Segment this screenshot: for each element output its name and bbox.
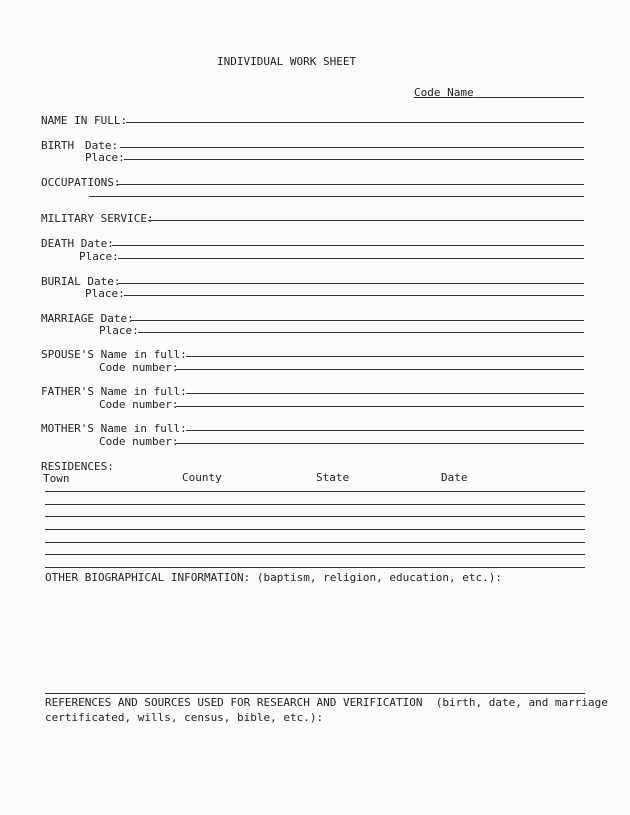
birth-date-field[interactable] <box>120 147 584 148</box>
father-name-field[interactable] <box>186 393 584 394</box>
military-service-label: MILITARY SERVICE: <box>41 212 154 225</box>
birth-date-label: Date: <box>85 139 119 152</box>
marriage-date-label: MARRIAGE Date: <box>41 312 134 325</box>
spouse-name-label: SPOUSE'S Name in full: <box>41 348 187 361</box>
residences-col-date: Date <box>441 471 468 484</box>
residence-row-line[interactable] <box>45 567 585 568</box>
references-divider <box>45 693 585 694</box>
residences-col-county: County <box>182 471 222 484</box>
references-label-line1: REFERENCES AND SOURCES USED FOR RESEARCH AND VERIFICATION (birth, date, and marriage <box>45 696 608 709</box>
father-code-label: Code number: <box>99 398 179 411</box>
code-name-field[interactable] <box>474 97 584 98</box>
father-code-field[interactable] <box>176 406 584 407</box>
death-place-field[interactable] <box>118 258 584 259</box>
occupations-label: OCCUPATIONS: <box>41 176 121 189</box>
residences-col-town: Town <box>43 472 70 485</box>
marriage-date-field[interactable] <box>131 320 584 321</box>
residence-row-line[interactable] <box>45 542 585 543</box>
other-info-label: OTHER BIOGRAPHICAL INFORMATION: (baptism, religion, education, etc.): <box>45 571 502 584</box>
death-date-label: DEATH Date: <box>41 237 114 250</box>
residence-row-line[interactable] <box>45 516 585 517</box>
mother-code-label: Code number: <box>99 435 179 448</box>
death-place-label: Place: <box>79 250 119 263</box>
spouse-name-field[interactable] <box>186 356 584 357</box>
burial-date-field[interactable] <box>118 283 584 284</box>
references-area[interactable] <box>45 730 585 805</box>
name-in-full-field[interactable] <box>126 122 584 123</box>
mother-name-label: MOTHER'S Name in full: <box>41 422 187 435</box>
name-in-full-label: NAME IN FULL: <box>41 114 128 127</box>
mother-code-field[interactable] <box>176 443 584 444</box>
birth-label: BIRTH <box>41 139 75 152</box>
occupations-field-2[interactable] <box>89 196 584 197</box>
residences-col-state: State <box>316 471 350 484</box>
residence-row-line[interactable] <box>45 504 585 505</box>
code-name-label: Code Name <box>414 86 474 99</box>
spouse-code-field[interactable] <box>176 369 584 370</box>
death-date-field[interactable] <box>112 245 584 246</box>
other-info-area[interactable] <box>45 590 585 690</box>
marriage-place-field[interactable] <box>138 332 584 333</box>
residence-row-line[interactable] <box>45 554 585 555</box>
page-title: INDIVIDUAL WORK SHEET <box>217 55 357 68</box>
references-label-line2: certificated, wills, census, bible, etc.): <box>45 711 324 724</box>
military-service-field[interactable] <box>148 220 584 221</box>
birth-place-field[interactable] <box>124 159 584 160</box>
marriage-place-label: Place: <box>99 324 139 337</box>
residence-row-line[interactable] <box>45 491 585 492</box>
occupations-field[interactable] <box>117 184 584 185</box>
residences-label: RESIDENCES: <box>41 460 114 473</box>
residence-row-line[interactable] <box>45 529 585 530</box>
burial-place-field[interactable] <box>124 295 584 296</box>
mother-name-field[interactable] <box>186 430 584 431</box>
spouse-code-label: Code number: <box>99 361 179 374</box>
burial-place-label: Place: <box>85 287 125 300</box>
burial-date-label: BURIAL Date: <box>41 275 121 288</box>
birth-place-label: Place: <box>85 151 125 164</box>
father-name-label: FATHER'S Name in full: <box>41 385 187 398</box>
